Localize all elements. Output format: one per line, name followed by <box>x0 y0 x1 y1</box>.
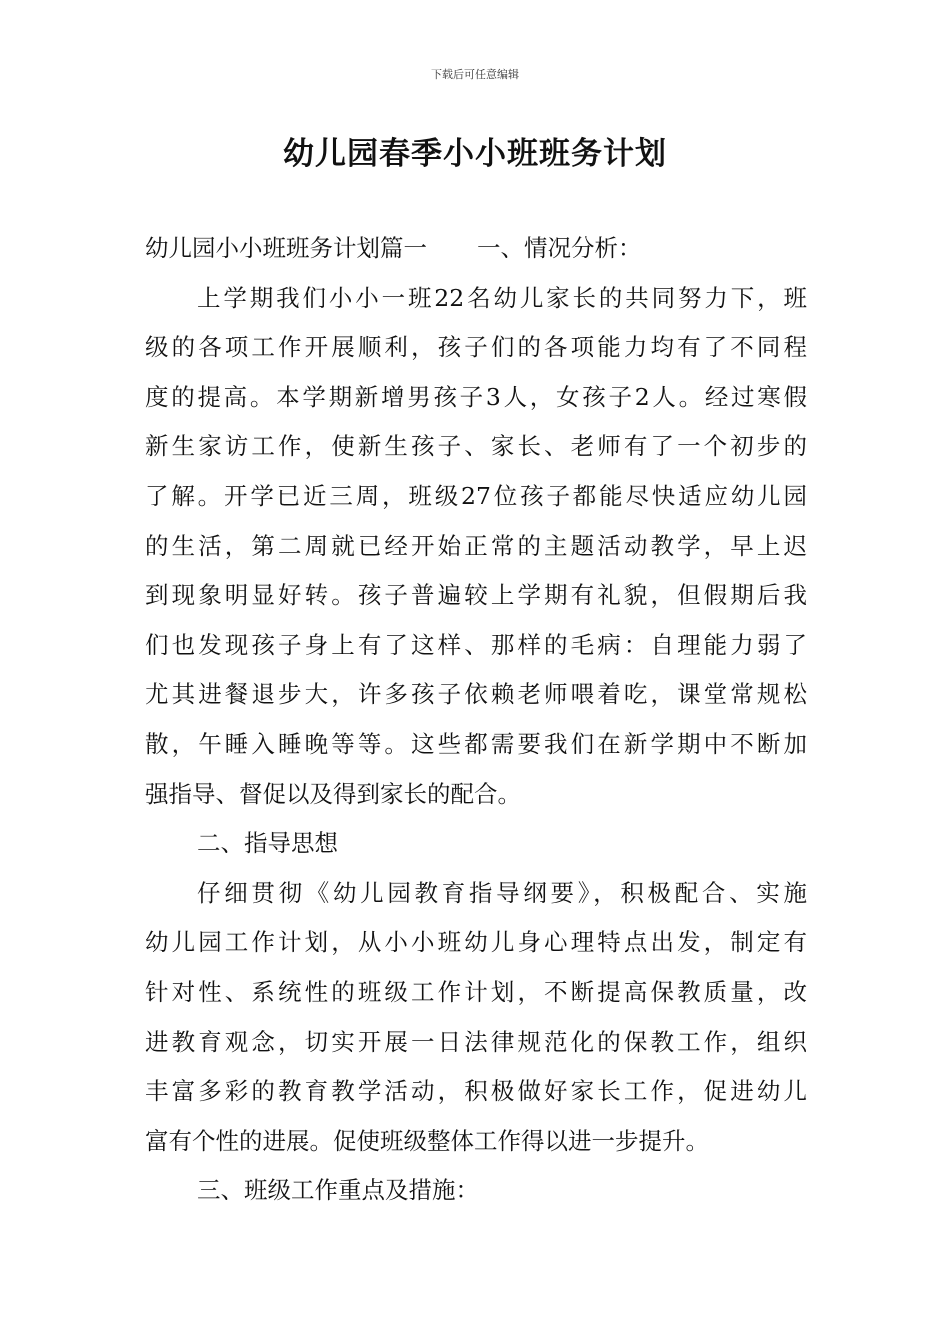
paragraph1-line: 散，午睡入睡晚等等。这些都需要我们在新学期中不断加 <box>145 729 807 758</box>
paragraph2-line: 仔细贯彻《幼儿园教育指导纲要》，积极配合、实施 <box>197 878 807 907</box>
paragraph2-line: 丰富多彩的教育教学活动，积极做好家长工作，促进幼儿 <box>145 1077 807 1106</box>
paragraph2-line: 幼儿园工作计划，从小小班幼儿身心理特点出发，制定有 <box>145 928 807 957</box>
paragraph1-line: 度的提高。本学期新增男孩子3人，女孩子2人。经过寒假 <box>145 382 807 411</box>
paragraph1-line: 的生活，第二周就已经开始正常的主题活动教学，早上迟 <box>145 531 807 560</box>
paragraph2-line: 富有个性的进展。促使班级整体工作得以进一步提升。 <box>145 1126 709 1155</box>
document-title: 幼儿园春季小小班班务计划 <box>283 136 667 172</box>
header-note: 下载后可任意编辑 <box>431 68 519 81</box>
paragraph1-line: 新生家访工作，使新生孩子、家长、老师有了一个初步的 <box>145 432 807 461</box>
paragraph1-line: 级的各项工作开展顺利，孩子们的各项能力均有了不同程 <box>145 333 807 362</box>
paragraph1-line: 尤其进餐退步大，许多孩子依赖老师喂着吃，课堂常规松 <box>145 680 807 709</box>
paragraph1-line: 上学期我们小小一班22名幼儿家长的共同努力下，班 <box>197 283 807 312</box>
paragraph1-line: 们也发现孩子身上有了这样、那样的毛病：自理能力弱了 <box>145 630 807 659</box>
paragraph1-line: 到现象明显好转。孩子普遍较上学期有礼貌，但假期后我 <box>145 581 807 610</box>
section1-heading: 一、情况分析： <box>477 234 642 262</box>
document-body <box>145 224 807 1216</box>
paragraph1-line: 强指导、督促以及得到家长的配合。 <box>145 779 521 808</box>
section2-heading: 二、指导思想 <box>197 829 338 858</box>
intro-subtitle: 幼儿园小小班班务计划篇一 <box>145 234 427 262</box>
paragraph2-line: 针对性、系统性的班级工作计划，不断提高保教质量，改 <box>145 977 807 1006</box>
section3-heading: 三、班级工作重点及措施： <box>197 1176 479 1205</box>
paragraph2-line: 进教育观念，切实开展一日法律规范化的保教工作，组织 <box>145 1027 807 1056</box>
paragraph1-line: 了解。开学已近三周，班级27位孩子都能尽快适应幼儿园 <box>145 481 807 510</box>
intro-line <box>145 224 807 274</box>
